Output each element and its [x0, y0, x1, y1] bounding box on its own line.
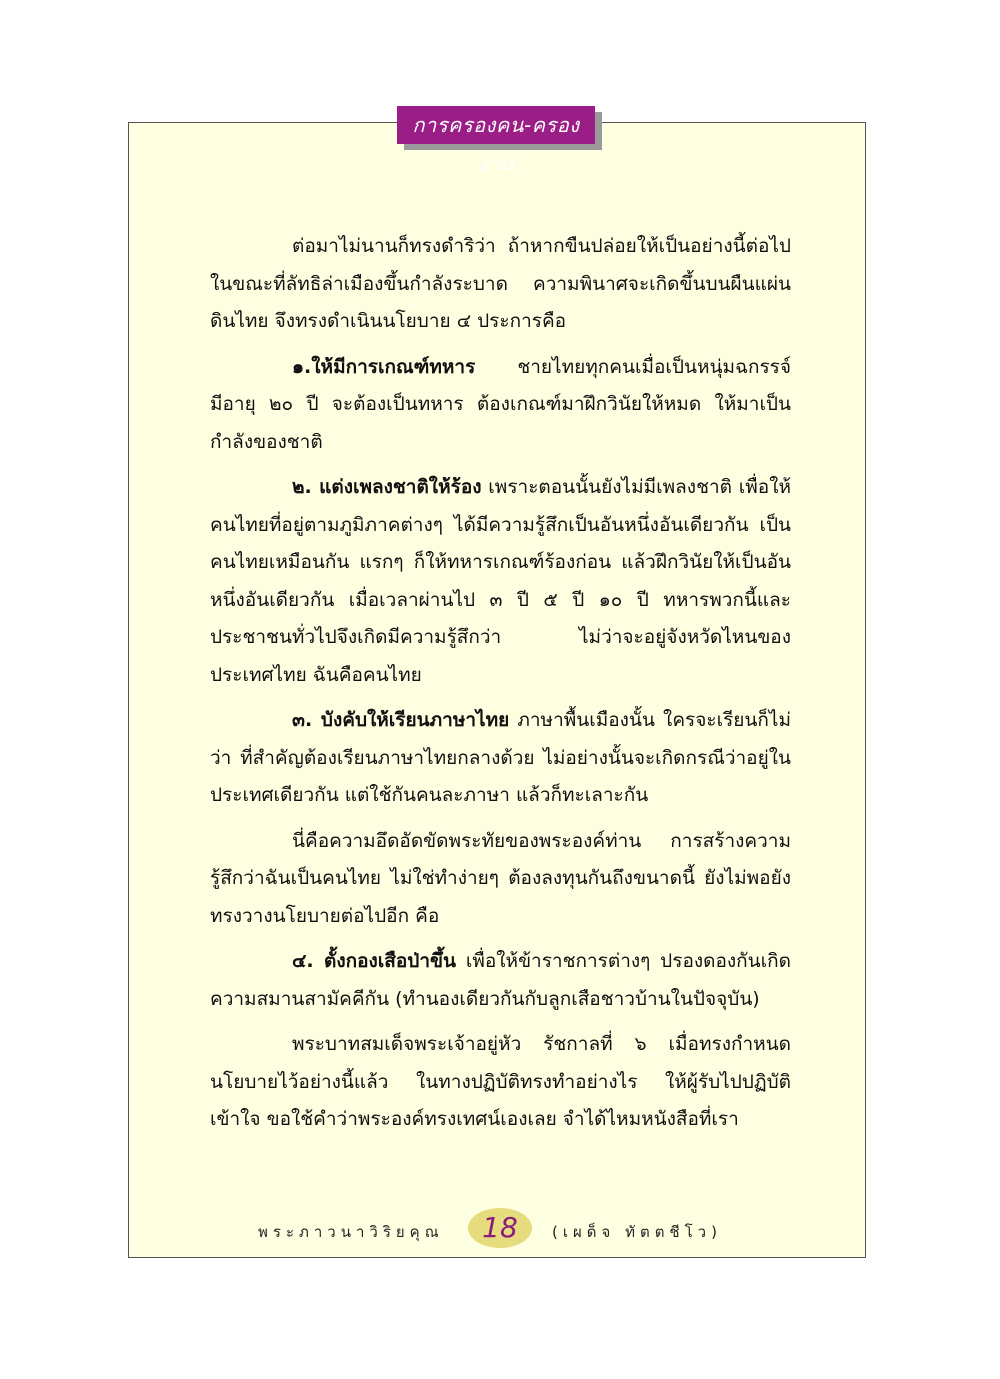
paragraph-text: พระบาทสมเด็จพระเจ้าอยู่หัว รัชกาลที่ ๖ เมื่อทรงกำหนดนโยบายไว้อย่างนี้แล้ว ในทางปฏิบัติทรงทำอย่างไร ให้ผู้รับไปปฏิบัติเข้าใจ ขอใช้คำว่าพระองค์ทรงเทศน์เองเลย จำได้ไหมหนังสือที่เรา: [210, 1033, 791, 1130]
body-text: [210, 228, 791, 1147]
policy-heading: ๒. แต่งเพลงชาติให้ร้อง: [292, 476, 482, 498]
paragraph-text: ต่อมาไม่นานก็ทรงดำริว่า ถ้าหากขืนปล่อยให้เป็นอย่างนี้ต่อไป ในขณะที่ลัทธิล่าเมืองขึ้นกำลังระบาด ความพินาศจะเกิดขึ้นบนผืนแผ่นดินไทย จึงทรงดำเนินนโยบาย ๔ ประการคือ: [210, 235, 791, 332]
paragraph-policy-3: [210, 702, 791, 815]
paragraph-text: นี่คือความอึดอัดขัดพระทัยของพระองค์ท่าน การสร้างความรู้สึกว่าฉันเป็นคนไทย ไม่ใช่ทำง่ายๆ ต้องลงทุนกันถึงขนาดนี้ ยังไม่พอยังทรงวางนโยบายต่อไปอีก คือ: [210, 829, 791, 927]
paragraph-reflection: [210, 823, 791, 936]
paragraph-text: เพราะตอนนั้นยังไม่มีเพลงชาติ เพื่อให้คนไทยที่อยู่ตามภูมิภาคต่างๆ ได้มีความรู้สึกเป็นอันหนึ่งอันเดียวกัน เป็นคนไทยเหมือนกัน แรกๆ ก็ให้ทหารเกณฑ์ร้องก่อน แล้วฝึกวินัยให้เป็นอันหนึ่งอันเดียวกัน เมื่อเวลาผ่านไป ๓ ปี ๕ ปี ๑๐ ปี ทหารพวกนี้และประชาชนทั่วไปจึงเกิดมีความรู้สึกว่า ไม่ว่าจะอยู่จังหวัดไหนของประเทศไทย ฉันคือคนไทย: [210, 476, 791, 686]
paragraph-policy-4: [210, 943, 791, 1018]
footer-author-name: (เผด็จ ทัตตชีโว): [552, 1223, 722, 1241]
paragraph-closing: [210, 1026, 791, 1139]
running-header: การครองคน-ครองงาน: [397, 106, 595, 144]
policy-heading: ๓. บังคับให้เรียนภาษาไทย: [292, 709, 510, 731]
paragraph-text: ชายไทยทุกคนเมื่อเป็นหนุ่มฉกรรจ์มีอายุ ๒๐ ปี จะต้องเป็นทหาร ต้องเกณฑ์มาฝึกวินัยให้หมด ให้มาเป็นกำลังของชาติ: [210, 355, 791, 453]
footer-author: พระภาวนาวิริยคุณ: [258, 1223, 444, 1241]
policy-heading: ๔. ตั้งกองเสือป่าขึ้น: [292, 950, 457, 972]
paragraph-text: ภาษาพื้นเมืองนั้น ใครจะเรียนก็ไม่ว่า ที่สำคัญต้องเรียนภาษาไทยกลางด้วย ไม่อย่างนั้นจะเกิดกรณีว่าอยู่ในประเทศเดียวกัน แต่ใช้กันคนละภาษา แล้วก็ทะเลาะกัน: [210, 709, 791, 806]
page-footer: [128, 1208, 866, 1252]
paragraph-policy-1: [210, 349, 791, 462]
page-number: 18: [482, 1211, 518, 1244]
paragraph-text: เพื่อให้ข้าราชการต่างๆ ปรองดองกันเกิดความสมานสามัคคีกัน (ทำนองเดียวกันกับลูกเสือชาวบ้านในปัจจุบัน): [210, 950, 791, 1010]
policy-heading: ๑.ให้มีการเกณฑ์ทหาร: [292, 355, 476, 378]
paragraph-intro: [210, 228, 791, 341]
paragraph-policy-2: [210, 469, 791, 694]
